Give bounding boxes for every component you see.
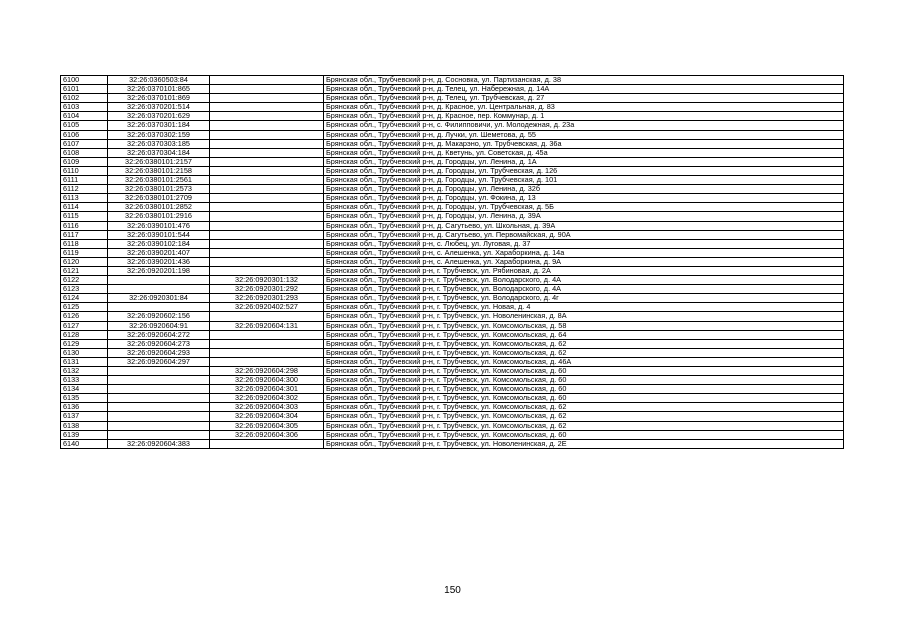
- cadastral-number-cell: [108, 285, 210, 294]
- table-row: [61, 294, 844, 303]
- table-row: [61, 357, 844, 366]
- address-cell: Брянская обл., Трубчевский р-н, д. Городцы, ул. Фокина, д. 13: [324, 194, 844, 203]
- property-registry-table: [60, 75, 844, 449]
- address-cell: Брянская обл., Трубчевский р-н, с. Алешенка, ул. Хараборкина, д. 9А: [324, 257, 844, 266]
- cadastral-number-cell: 32:26:0370303:185: [108, 139, 210, 148]
- cadastral-number-cell: 32:26:0370301:184: [108, 121, 210, 130]
- cadastral-number-cell: 32:26:0390102:184: [108, 239, 210, 248]
- row-number-cell: 6140: [61, 439, 108, 448]
- building-cadastral-number-cell: [210, 230, 324, 239]
- address-cell: Брянская обл., Трубчевский р-н, г. Трубчевск, ул. Новоленинская, д. 8А: [324, 312, 844, 321]
- address-cell: Брянская обл., Трубчевский р-н, г. Трубчевск, ул. Володарского, д. 4г: [324, 294, 844, 303]
- cadastral-number-cell: [108, 412, 210, 421]
- row-number-cell: 6130: [61, 348, 108, 357]
- cadastral-number-cell: [108, 376, 210, 385]
- cadastral-number-cell: 32:26:0380101:2158: [108, 166, 210, 175]
- row-number-cell: 6115: [61, 212, 108, 221]
- address-cell: Брянская обл., Трубчевский р-н, г. Трубчевск, ул. Комсомольская, д. 62: [324, 348, 844, 357]
- building-cadastral-number-cell: 32:26:0920604:302: [210, 394, 324, 403]
- row-number-cell: 6104: [61, 112, 108, 121]
- address-cell: Брянская обл., Трубчевский р-н, г. Трубчевск, ул. Новая, д. 4: [324, 303, 844, 312]
- address-cell: Брянская обл., Трубчевский р-н, г. Трубчевск, ул. Комсомольская, д. 60: [324, 394, 844, 403]
- building-cadastral-number-cell: [210, 266, 324, 275]
- building-cadastral-number-cell: 32:26:0920301:293: [210, 294, 324, 303]
- building-cadastral-number-cell: 32:26:0920604:306: [210, 430, 324, 439]
- table-row: [61, 148, 844, 157]
- address-cell: Брянская обл., Трубчевский р-н, г. Трубчевск, ул. Комсомольская, д. 60: [324, 367, 844, 376]
- row-number-cell: 6100: [61, 76, 108, 85]
- table-row: [61, 76, 844, 85]
- row-number-cell: 6102: [61, 94, 108, 103]
- row-number-cell: 6118: [61, 239, 108, 248]
- table-row: [61, 412, 844, 421]
- cadastral-number-cell: 32:26:0380101:2573: [108, 185, 210, 194]
- table-row: [61, 421, 844, 430]
- row-number-cell: 6128: [61, 330, 108, 339]
- table-row: [61, 221, 844, 230]
- address-cell: Брянская обл., Трубчевский р-н, с. Любец, ул. Луговая, д. 37: [324, 239, 844, 248]
- cadastral-number-cell: 32:26:0370304:184: [108, 148, 210, 157]
- building-cadastral-number-cell: [210, 94, 324, 103]
- address-cell: Брянская обл., Трубчевский р-н, д. Сагутьево, ул. Первомайская, д. 90А: [324, 230, 844, 239]
- row-number-cell: 6112: [61, 185, 108, 194]
- address-cell: Брянская обл., Трубчевский р-н, д. Макарэно, ул. Трубчевская, д. 36а: [324, 139, 844, 148]
- table-row: [61, 367, 844, 376]
- building-cadastral-number-cell: [210, 439, 324, 448]
- row-number-cell: 6111: [61, 176, 108, 185]
- cadastral-number-cell: 32:26:0390101:544: [108, 230, 210, 239]
- address-cell: Брянская обл., Трубчевский р-н, г. Трубчевск, ул. Комсомольская, д. 62: [324, 339, 844, 348]
- address-cell: Брянская обл., Трубчевский р-н, д. Телец, ул. Набережная, д. 14А: [324, 85, 844, 94]
- row-number-cell: 6129: [61, 339, 108, 348]
- row-number-cell: 6125: [61, 303, 108, 312]
- building-cadastral-number-cell: 32:26:0920604:300: [210, 376, 324, 385]
- cadastral-number-cell: 32:26:0380101:2916: [108, 212, 210, 221]
- building-cadastral-number-cell: [210, 121, 324, 130]
- cadastral-number-cell: 32:26:0370201:629: [108, 112, 210, 121]
- address-cell: Брянская обл., Трубчевский р-н, г. Трубчевск, ул. Комсомольская, д. 62: [324, 412, 844, 421]
- building-cadastral-number-cell: [210, 76, 324, 85]
- address-cell: Брянская обл., Трубчевский р-н, г. Трубчевск, ул. Комсомольская, д. 60: [324, 385, 844, 394]
- building-cadastral-number-cell: [210, 103, 324, 112]
- table-row: [61, 257, 844, 266]
- cadastral-number-cell: 32:26:0920602:156: [108, 312, 210, 321]
- row-number-cell: 6137: [61, 412, 108, 421]
- table-row: [61, 394, 844, 403]
- table-row: [61, 185, 844, 194]
- cadastral-number-cell: 32:26:0380101:2852: [108, 203, 210, 212]
- cadastral-number-cell: 32:26:0920201:198: [108, 266, 210, 275]
- row-number-cell: 6136: [61, 403, 108, 412]
- address-cell: Брянская обл., Трубчевский р-н, г. Трубчевск, ул. Комсомольская, д. 64: [324, 330, 844, 339]
- row-number-cell: 6133: [61, 376, 108, 385]
- building-cadastral-number-cell: [210, 148, 324, 157]
- row-number-cell: 6108: [61, 148, 108, 157]
- building-cadastral-number-cell: [210, 357, 324, 366]
- address-cell: Брянская обл., Трубчевский р-н, с. Филипповичи, ул. Молодежная, д. 23а: [324, 121, 844, 130]
- table-row: [61, 321, 844, 330]
- address-cell: Брянская обл., Трубчевский р-н, г. Трубчевск, ул. Новоленинская, д. 2Е: [324, 439, 844, 448]
- building-cadastral-number-cell: 32:26:0920301:132: [210, 276, 324, 285]
- row-number-cell: 6107: [61, 139, 108, 148]
- row-number-cell: 6131: [61, 357, 108, 366]
- row-number-cell: 6132: [61, 367, 108, 376]
- address-cell: Брянская обл., Трубчевский р-н, д. Лучки, ул. Шеметова, д. 55: [324, 130, 844, 139]
- row-number-cell: 6121: [61, 266, 108, 275]
- row-number-cell: 6139: [61, 430, 108, 439]
- table-row: [61, 121, 844, 130]
- row-number-cell: 6124: [61, 294, 108, 303]
- address-cell: Брянская обл., Трубчевский р-н, д. Городцы, ул. Трубчевская, д. 5Б: [324, 203, 844, 212]
- cadastral-number-cell: 32:26:0390201:407: [108, 248, 210, 257]
- table-row: [61, 285, 844, 294]
- row-number-cell: 6114: [61, 203, 108, 212]
- address-cell: Брянская обл., Трубчевский р-н, г. Трубчевск, ул. Комсомольская, д. 60: [324, 430, 844, 439]
- building-cadastral-number-cell: [210, 166, 324, 175]
- table-row: [61, 348, 844, 357]
- cadastral-number-cell: 32:26:0390101:476: [108, 221, 210, 230]
- table-row: [61, 112, 844, 121]
- address-cell: Брянская обл., Трубчевский р-н, д. Красное, ул. Центральная, д. 83: [324, 103, 844, 112]
- table-row: [61, 330, 844, 339]
- address-cell: Брянская обл., Трубчевский р-н, г. Трубчевск, ул. Рябиновая, д. 2А: [324, 266, 844, 275]
- cadastral-number-cell: 32:26:0370101:865: [108, 85, 210, 94]
- building-cadastral-number-cell: [210, 157, 324, 166]
- building-cadastral-number-cell: 32:26:0920604:131: [210, 321, 324, 330]
- cadastral-number-cell: 32:26:0920604:383: [108, 439, 210, 448]
- cadastral-number-cell: 32:26:0920604:91: [108, 321, 210, 330]
- address-cell: Брянская обл., Трубчевский р-н, д. Городцы, ул. Трубчевская, д. 101: [324, 176, 844, 185]
- address-cell: Брянская обл., Трубчевский р-н, д. Городцы, ул. Ленина, д. 39А: [324, 212, 844, 221]
- row-number-cell: 6127: [61, 321, 108, 330]
- cadastral-number-cell: 32:26:0360503:84: [108, 76, 210, 85]
- table-row: [61, 385, 844, 394]
- table-row: [61, 312, 844, 321]
- building-cadastral-number-cell: [210, 194, 324, 203]
- cadastral-number-cell: 32:26:0390201:436: [108, 257, 210, 266]
- address-cell: Брянская обл., Трубчевский р-н, г. Трубчевск, ул. Комсомольская, д. 62: [324, 403, 844, 412]
- building-cadastral-number-cell: [210, 112, 324, 121]
- building-cadastral-number-cell: 32:26:0920604:301: [210, 385, 324, 394]
- table-row: [61, 376, 844, 385]
- cadastral-number-cell: [108, 385, 210, 394]
- address-cell: Брянская обл., Трубчевский р-н, д. Городцы, ул. Ленина, д. 32б: [324, 185, 844, 194]
- row-number-cell: 6116: [61, 221, 108, 230]
- table-row: [61, 194, 844, 203]
- building-cadastral-number-cell: 32:26:0920604:303: [210, 403, 324, 412]
- table-row: [61, 239, 844, 248]
- address-cell: Брянская обл., Трубчевский р-н, г. Трубчевск, ул. Комсомольская, д. 58: [324, 321, 844, 330]
- building-cadastral-number-cell: [210, 330, 324, 339]
- row-number-cell: 6134: [61, 385, 108, 394]
- cadastral-number-cell: 32:26:0370302:159: [108, 130, 210, 139]
- building-cadastral-number-cell: [210, 130, 324, 139]
- table-row: [61, 248, 844, 257]
- address-cell: Брянская обл., Трубчевский р-н, д. Городцы, ул. Трубчевская, д. 126: [324, 166, 844, 175]
- building-cadastral-number-cell: [210, 176, 324, 185]
- building-cadastral-number-cell: [210, 239, 324, 248]
- row-number-cell: 6120: [61, 257, 108, 266]
- building-cadastral-number-cell: 32:26:0920604:298: [210, 367, 324, 376]
- building-cadastral-number-cell: [210, 339, 324, 348]
- cadastral-number-cell: [108, 403, 210, 412]
- table-row: [61, 85, 844, 94]
- address-cell: Брянская обл., Трубчевский р-н, г. Трубчевск, ул. Володарского, д. 4А: [324, 276, 844, 285]
- cadastral-number-cell: [108, 303, 210, 312]
- cadastral-number-cell: 32:26:0370101:869: [108, 94, 210, 103]
- cadastral-number-cell: [108, 421, 210, 430]
- address-cell: Брянская обл., Трубчевский р-н, с. Алешенка, ул. Хараборкина, д. 14а: [324, 248, 844, 257]
- cadastral-number-cell: 32:26:0920604:293: [108, 348, 210, 357]
- table-row: [61, 130, 844, 139]
- row-number-cell: 6135: [61, 394, 108, 403]
- address-cell: Брянская обл., Трубчевский р-н, г. Трубчевск, ул. Комсомольская, д. 60: [324, 376, 844, 385]
- cadastral-number-cell: 32:26:0380101:2561: [108, 176, 210, 185]
- building-cadastral-number-cell: [210, 348, 324, 357]
- table-row: [61, 203, 844, 212]
- row-number-cell: 6123: [61, 285, 108, 294]
- row-number-cell: 6106: [61, 130, 108, 139]
- address-cell: Брянская обл., Трубчевский р-н, д. Красное, пер. Коммунар, д. 1: [324, 112, 844, 121]
- building-cadastral-number-cell: [210, 185, 324, 194]
- cadastral-number-cell: 32:26:0380101:2157: [108, 157, 210, 166]
- table-row: [61, 212, 844, 221]
- cadastral-number-cell: 32:26:0380101:2709: [108, 194, 210, 203]
- table-row: [61, 166, 844, 175]
- address-cell: Брянская обл., Трубчевский р-н, д. Городцы, ул. Ленина, д. 1А: [324, 157, 844, 166]
- table-row: [61, 266, 844, 275]
- table-row: [61, 230, 844, 239]
- address-cell: Брянская обл., Трубчевский р-н, г. Трубчевск, ул. Комсомольская, д. 62: [324, 421, 844, 430]
- cadastral-number-cell: [108, 394, 210, 403]
- building-cadastral-number-cell: [210, 221, 324, 230]
- row-number-cell: 6103: [61, 103, 108, 112]
- table-row: [61, 403, 844, 412]
- row-number-cell: 6119: [61, 248, 108, 257]
- table-row: [61, 157, 844, 166]
- cadastral-number-cell: [108, 276, 210, 285]
- building-cadastral-number-cell: 32:26:0920301:292: [210, 285, 324, 294]
- table-row: [61, 103, 844, 112]
- address-cell: Брянская обл., Трубчевский р-н, д. Телец, ул. Трубчевская, д. 27: [324, 94, 844, 103]
- table-row: [61, 139, 844, 148]
- address-cell: Брянская обл., Трубчевский р-н, д. Сосновка, ул. Партизанская, д. 38: [324, 76, 844, 85]
- table-row: [61, 439, 844, 448]
- building-cadastral-number-cell: [210, 139, 324, 148]
- cadastral-number-cell: 32:26:0920604:272: [108, 330, 210, 339]
- table-row: [61, 430, 844, 439]
- table-body: [61, 76, 844, 449]
- cadastral-number-cell: 32:26:0920604:297: [108, 357, 210, 366]
- building-cadastral-number-cell: 32:26:0920402:527: [210, 303, 324, 312]
- table-row: [61, 276, 844, 285]
- row-number-cell: 6122: [61, 276, 108, 285]
- row-number-cell: 6105: [61, 121, 108, 130]
- cadastral-number-cell: 32:26:0370201:514: [108, 103, 210, 112]
- building-cadastral-number-cell: [210, 312, 324, 321]
- cadastral-number-cell: [108, 367, 210, 376]
- building-cadastral-number-cell: [210, 248, 324, 257]
- cadastral-number-cell: 32:26:0920301:84: [108, 294, 210, 303]
- building-cadastral-number-cell: [210, 212, 324, 221]
- table-row: [61, 176, 844, 185]
- page-number: 150: [444, 585, 461, 596]
- building-cadastral-number-cell: 32:26:0920604:304: [210, 412, 324, 421]
- row-number-cell: 6117: [61, 230, 108, 239]
- address-cell: Брянская обл., Трубчевский р-н, д. Сагутьево, ул. Школьная, д. 39А: [324, 221, 844, 230]
- building-cadastral-number-cell: 32:26:0920604:305: [210, 421, 324, 430]
- row-number-cell: 6113: [61, 194, 108, 203]
- cadastral-number-cell: 32:26:0920604:273: [108, 339, 210, 348]
- address-cell: Брянская обл., Трубчевский р-н, г. Трубчевск, ул. Комсомольская, д. 46А: [324, 357, 844, 366]
- table-row: [61, 303, 844, 312]
- row-number-cell: 6101: [61, 85, 108, 94]
- building-cadastral-number-cell: [210, 203, 324, 212]
- row-number-cell: 6126: [61, 312, 108, 321]
- building-cadastral-number-cell: [210, 85, 324, 94]
- row-number-cell: 6109: [61, 157, 108, 166]
- building-cadastral-number-cell: [210, 257, 324, 266]
- table-row: [61, 94, 844, 103]
- address-cell: Брянская обл., Трубчевский р-н, д. Кветунь, ул. Советская, д. 45а: [324, 148, 844, 157]
- address-cell: Брянская обл., Трубчевский р-н, г. Трубчевск, ул. Володарского, д. 4А: [324, 285, 844, 294]
- row-number-cell: 6138: [61, 421, 108, 430]
- table-row: [61, 339, 844, 348]
- cadastral-number-cell: [108, 430, 210, 439]
- row-number-cell: 6110: [61, 166, 108, 175]
